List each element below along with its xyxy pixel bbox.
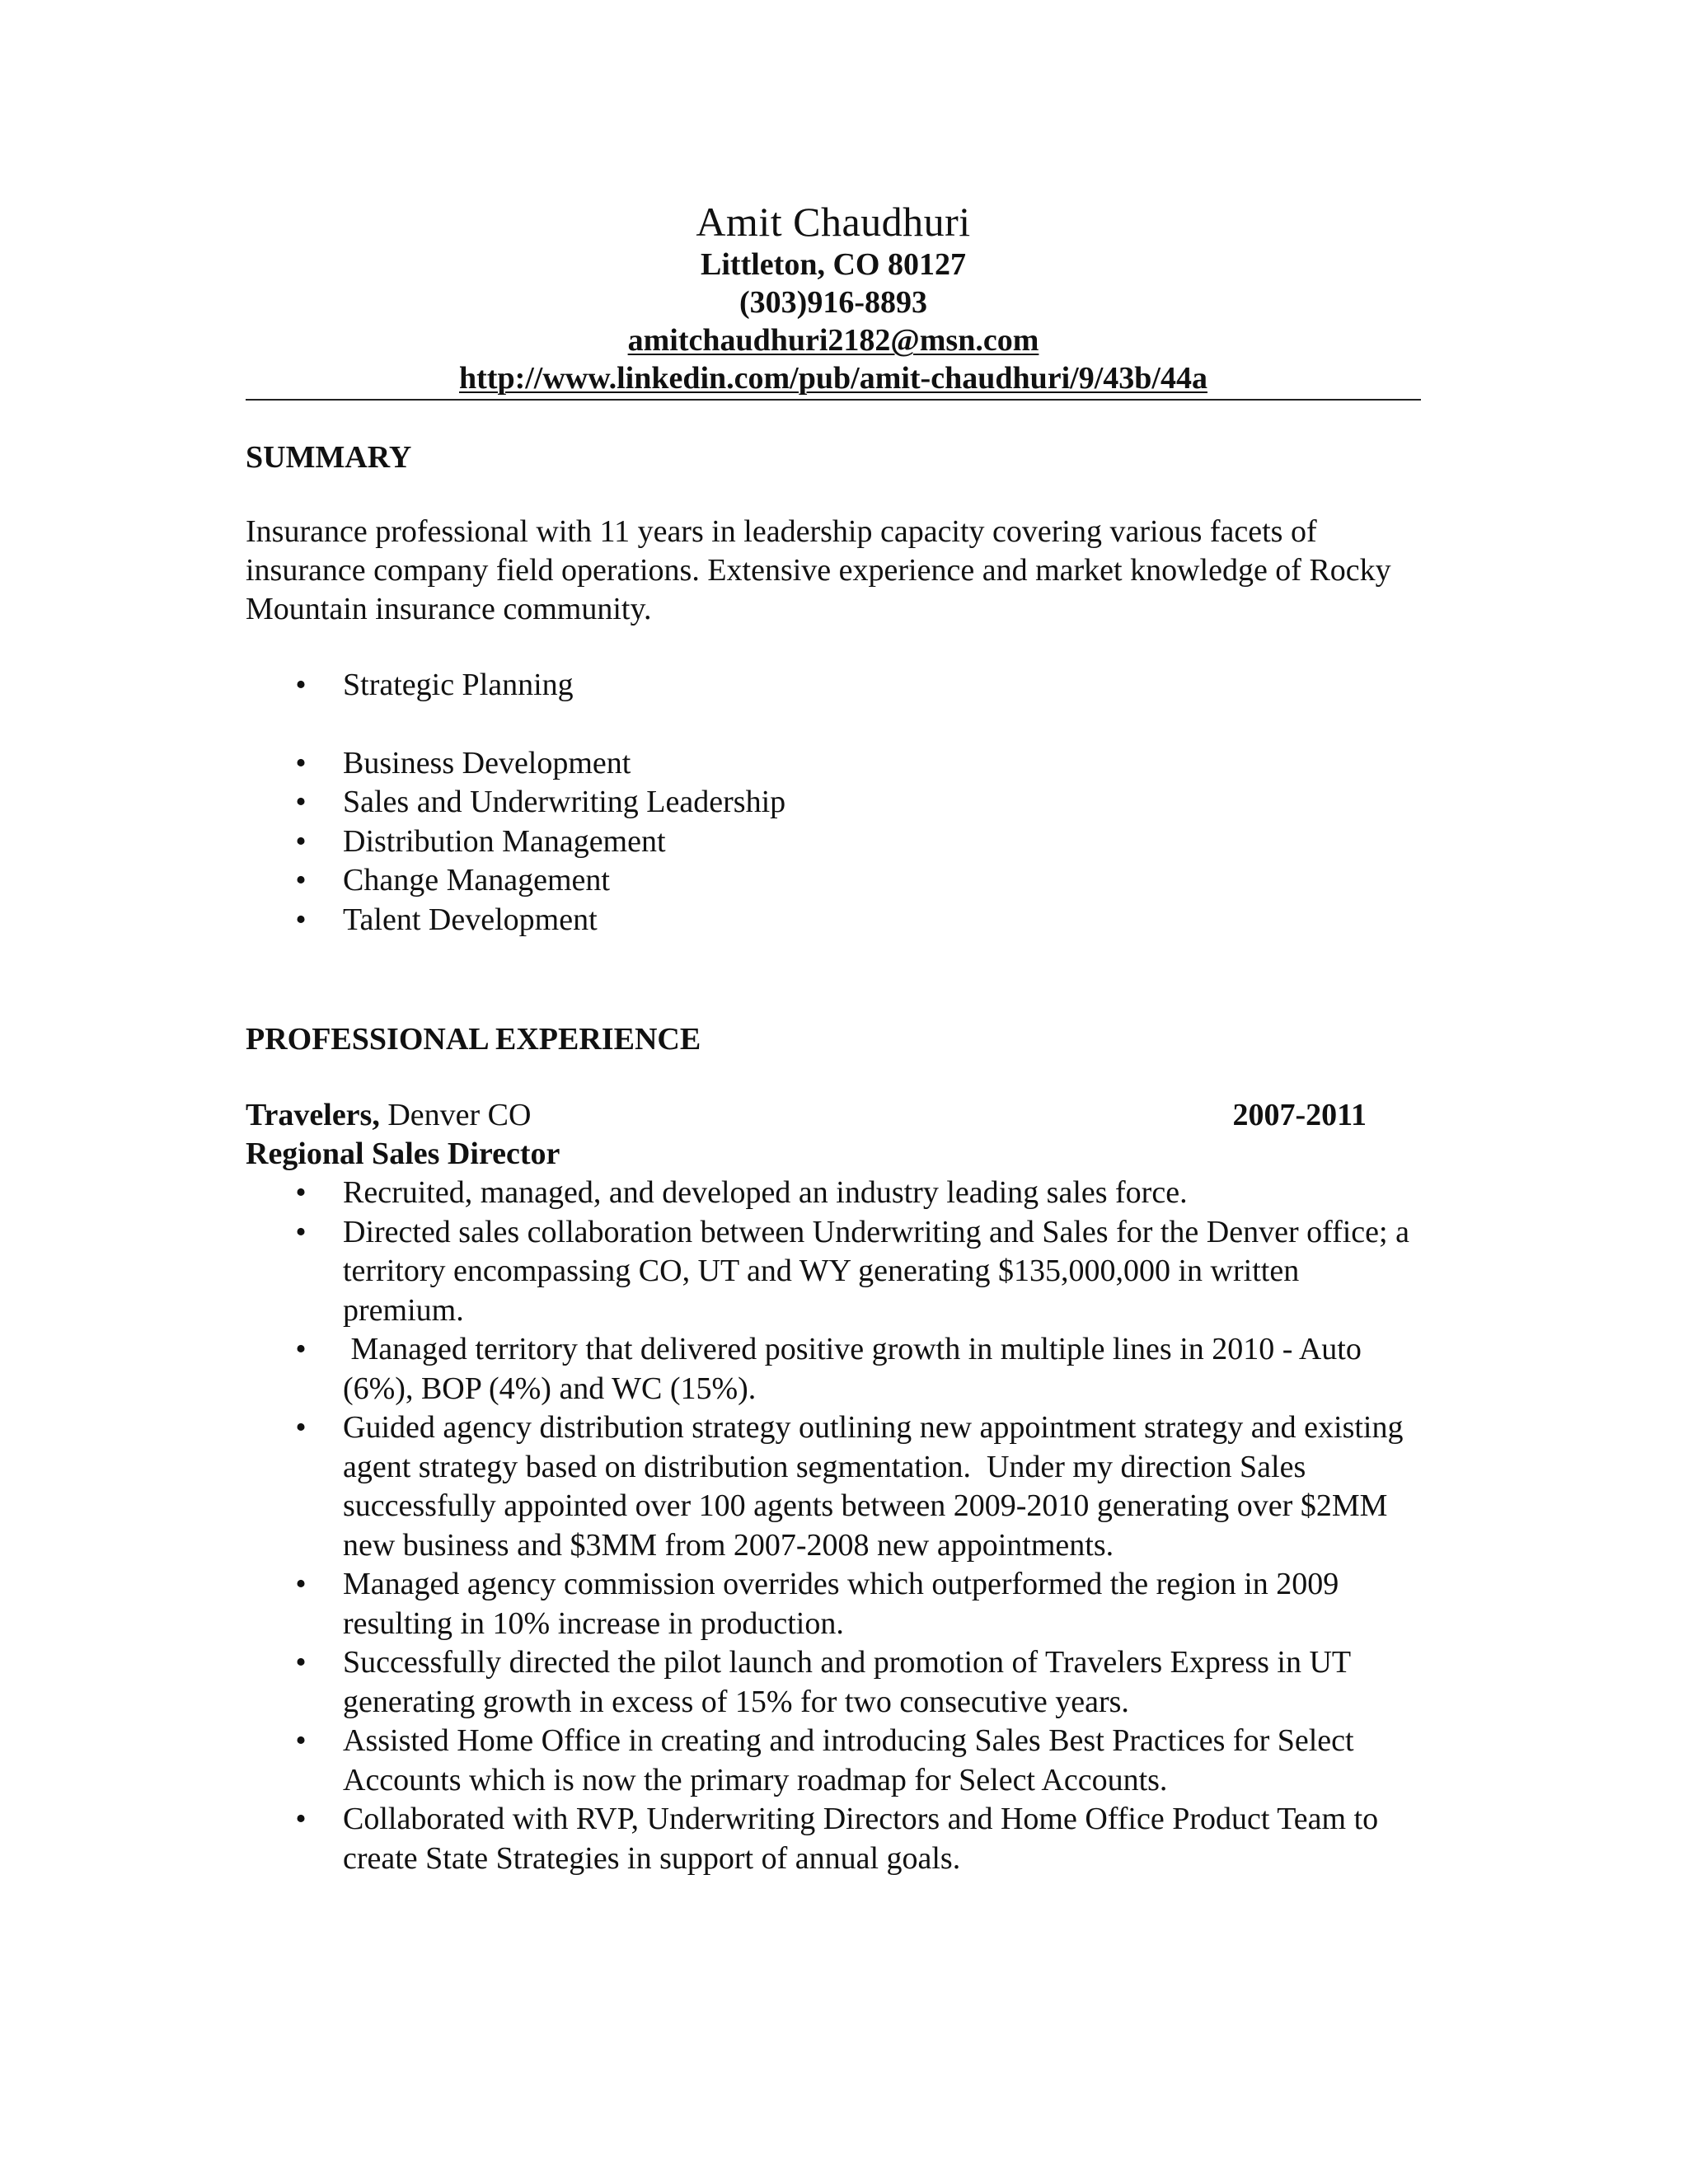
header-divider	[246, 399, 1421, 401]
candidate-name: Amit Chaudhuri	[696, 199, 971, 245]
candidate-location: Littleton, CO 80127	[701, 247, 966, 282]
bullet-icon: •	[295, 1802, 307, 1836]
email-link[interactable]: amitchaudhuri2182@msn.com	[627, 323, 1039, 358]
job-bullets	[246, 1174, 1421, 1878]
job-bullet-item: • Guided agency distribution strategy outlining new appointment strategy and existing agent strategy based on distribution segmentation. Under my direction Sales successfully appointed over 100 agents between 2009-2010 generating over $2MM new business and $3MM from 2007-2008 new appointments.	[246, 1408, 1421, 1565]
bullet-icon: •	[295, 1567, 307, 1601]
job-employer: Travelers,	[246, 1098, 380, 1132]
summary-heading: SUMMARY	[246, 440, 412, 475]
job-bullet-item: • Recruited, managed, and developed an industry leading sales force.	[246, 1174, 1421, 1213]
job-bullet-item: • Managed territory that delivered positive growth in multiple lines in 2010 - Auto (6%), BOP (4%) and WC (15%).	[246, 1330, 1421, 1408]
bullet-icon: •	[295, 668, 307, 702]
job-location: Denver CO	[379, 1098, 532, 1132]
bullet-icon: •	[295, 745, 307, 780]
job-dates: 2007-2011	[1232, 1098, 1367, 1132]
skill-item: • Talent Development	[246, 901, 1421, 940]
skill-item: • Change Management	[246, 861, 1421, 901]
job-bullet-item: • Successfully directed the pilot launch and promotion of Travelers Express in UT generating growth in excess of 15% for two consecutive years.	[246, 1643, 1421, 1722]
experience-heading: PROFESSIONAL EXPERIENCE	[246, 1022, 701, 1057]
skill-item: • Sales and Underwriting Leadership	[246, 783, 1421, 823]
bullet-icon: •	[295, 863, 307, 898]
linkedin-link[interactable]: http://www.linkedin.com/pub/amit-chaudhuri/9/43b/44a	[459, 361, 1207, 396]
job-bullet-item: • Managed agency commission overrides which outperformed the region in 2009 resulting in 10% increase in production.	[246, 1565, 1421, 1643]
candidate-linkedin-line	[246, 359, 1421, 397]
job-bullet-item: • Collaborated with RVP, Underwriting Directors and Home Office Product Team to create State Strategies in support of annual goals.	[246, 1800, 1421, 1878]
bullet-icon: •	[295, 1410, 307, 1445]
bullet-icon: •	[295, 1214, 307, 1249]
bullet-icon: •	[295, 1332, 307, 1366]
job-employer-line	[246, 1096, 1367, 1134]
candidate-email-line	[246, 321, 1421, 359]
bullet-icon: •	[295, 902, 307, 937]
bullet-icon: •	[295, 1175, 307, 1210]
summary-text: Insurance professional with 11 years in leadership capacity covering various facets of insurance company field operations. Extensive experience and market knowledge of Rocky Mountain insurance community.	[246, 514, 1391, 626]
bullet-icon: •	[295, 823, 307, 859]
candidate-phone: (303)916-8893	[739, 285, 927, 320]
skill-item: • Business Development	[246, 744, 1421, 784]
job-title: Regional Sales Director	[246, 1137, 560, 1171]
job-bullet-item: • Assisted Home Office in creating and introducing Sales Best Practices for Select Accounts which is now the primary roadmap for Select Accounts.	[246, 1722, 1421, 1800]
skills-list	[246, 666, 1421, 940]
resume-header	[246, 198, 1421, 397]
bullet-icon: •	[295, 1723, 307, 1758]
skill-item: • Distribution Management	[246, 823, 1421, 862]
skill-item: • Strategic Planning	[246, 666, 1421, 705]
bullet-icon: •	[295, 1645, 307, 1680]
job-bullet-item: • Directed sales collaboration between Underwriting and Sales for the Denver office; a territory encompassing CO, UT and WY generating $135,000,000 in written premium.	[246, 1213, 1421, 1331]
bullet-icon: •	[295, 785, 307, 819]
